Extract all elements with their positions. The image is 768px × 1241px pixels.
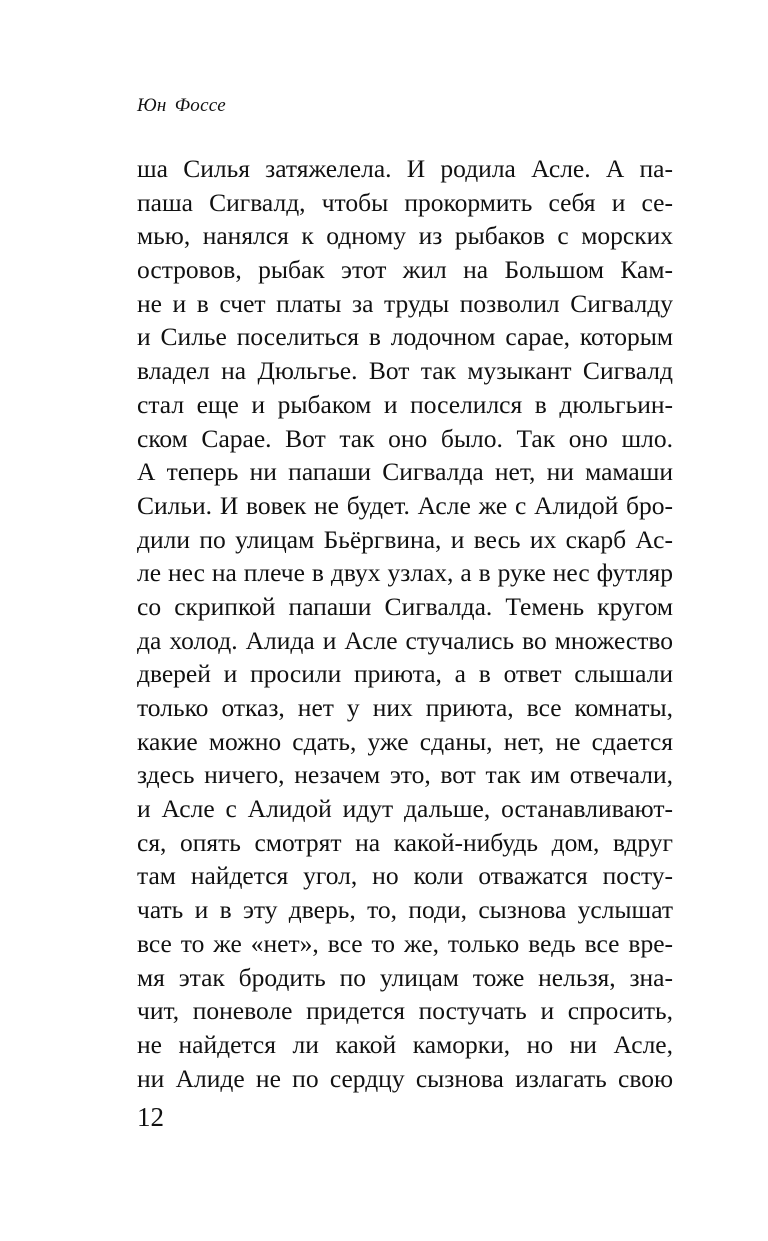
text-line: мью, нанялся к одному из рыбаков с морских	[137, 221, 673, 251]
text-line: ни Алиде не по сердцу сызнова излагать свою	[137, 1063, 673, 1093]
text-line: не найдется ли какой каморки, но ни Асле,	[137, 1029, 673, 1059]
text-line: ском Сарае. Вот так оно было. Так оно шло.	[137, 423, 673, 453]
text-line: чит, поневоле придется постучать и спросить,	[137, 996, 673, 1026]
text-line: дверей и просили приюта, а в ответ слышали	[137, 659, 673, 689]
page-number: 12	[137, 1102, 164, 1132]
text-line: здесь ничего, незачем это, вот так им отвечали,	[137, 760, 673, 790]
text-line: не и в счет платы за труды позволил Сигвалду	[137, 288, 673, 318]
text-line: владел на Дюльгье. Вот так музыкант Сигвалд	[137, 356, 673, 386]
text-line: дили по улицам Бьёргвина, и весь их скарб Ас-	[137, 524, 673, 554]
text-line: ша Силья затяжелела. И родила Асле. А па-	[137, 154, 673, 183]
text-line: да холод. Алида и Асле стучались во множество	[137, 625, 673, 655]
body-text	[137, 152, 673, 1095]
text-line: только отказ, нет у них приюта, все комнаты,	[137, 693, 673, 722]
text-line: стал еще и рыбаком и поселился в дюльгьин-	[137, 389, 673, 419]
text-line: и Силье поселиться в лодочном сарае, которым	[137, 322, 673, 352]
text-line: со скрипкой папаши Сигвалда. Темень кругом	[137, 591, 673, 621]
text-line: мя этак бродить по улицам тоже нельзя, зна-	[137, 962, 673, 992]
text-line: паша Сигвалд, чтобы прокормить себя и се-	[137, 187, 673, 217]
text-line: какие можно сдать, уже сданы, нет, не сдается	[137, 726, 673, 756]
text-line: ле нес на плече в двух узлах, а в руке нес футляр	[137, 558, 673, 588]
text-line: чать и в эту дверь, то, поди, сызнова услышат	[137, 895, 673, 925]
text-line: там найдется угол, но коли отважатся посту-	[137, 861, 673, 891]
running-head-author: Юн Фоссе	[137, 95, 227, 116]
text-line: все то же «нет», все то же, только ведь все вре-	[137, 928, 673, 958]
text-line: А теперь ни папаши Сигвалда нет, ни мамаши	[137, 457, 673, 487]
text-line: Сильи. И вовек не будет. Асле же с Алидой бро-	[137, 490, 673, 520]
text-line: ся, опять смотрят на какой-нибудь дом, вдруг	[137, 827, 673, 857]
text-line: островов, рыбак этот жил на Большом Кам-	[137, 255, 673, 285]
text-line: и Асле с Алидой идут дальше, останавливают-	[137, 794, 673, 824]
